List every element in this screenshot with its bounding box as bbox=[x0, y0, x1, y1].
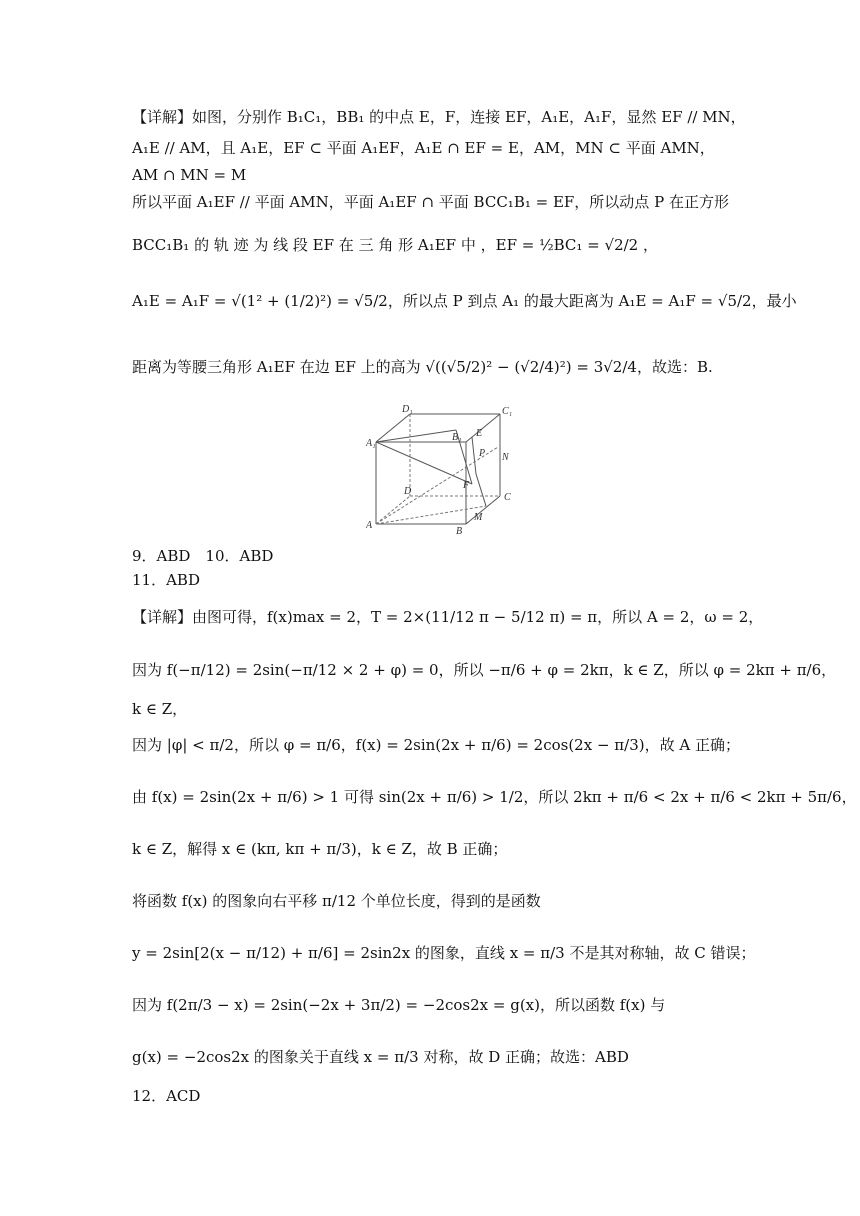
label-b: B bbox=[456, 526, 463, 536]
label-e: E bbox=[476, 428, 483, 439]
paragraph-line: AM ∩ MN = M bbox=[132, 166, 247, 184]
answer-line: 12．ACD bbox=[132, 1087, 201, 1105]
paragraph-line: A₁E // AM，且 A₁E，EF ⊂ 平面 A₁EF，A₁E ∩ EF = E，AM，MN ⊂ 平面 AMN， bbox=[132, 139, 715, 157]
paragraph-line: 由 f(x) = 2sin(2x + π/6) > 1 可得 sin(2x + π/6) > 1/2，所以 2kπ + π/6 < 2x + π/6 < 2kπ + 5π/6， bbox=[132, 788, 857, 806]
paragraph-line: 距离为等腰三角形 A₁EF 在边 EF 上的高为 √((√5/2)² − (√2/4)²) = 3√2/4，故选：B. bbox=[132, 358, 713, 376]
label-c1: C₁ bbox=[502, 406, 513, 417]
answer-line: 11．ABD bbox=[132, 571, 200, 589]
label-b1: B₁ bbox=[452, 432, 462, 443]
label-a: A bbox=[366, 520, 373, 531]
cube-figure bbox=[366, 402, 516, 536]
label-d: D bbox=[404, 486, 412, 497]
paragraph-line: y = 2sin[2(x − π/12) + π/6] = 2sin2x 的图象，直线 x = π/3 不是其对称轴，故 C 错误； bbox=[132, 944, 756, 962]
paragraph-line: 所以平面 A₁EF // 平面 AMN，平面 A₁EF ∩ 平面 BCC₁B₁ = EF，所以动点 P 在正方形 bbox=[132, 193, 729, 211]
paragraph-line: k ∈ Z，解得 x ∈ (kπ, kπ + π/3)，k ∈ Z，故 B 正确； bbox=[132, 840, 508, 858]
answer-line: 9．ABD 10．ABD bbox=[132, 547, 274, 565]
label-f: F bbox=[463, 480, 470, 491]
paragraph-line: g(x) = −2cos2x 的图象关于直线 x = π/3 对称，故 D 正确；故选：ABD bbox=[132, 1048, 629, 1066]
paragraph-line: A₁E = A₁F = √(1² + (1/2)²) = √5/2，所以点 P 到点 A₁ 的最大距离为 A₁E = A₁F = √5/2，最小 bbox=[132, 292, 797, 310]
paragraph-line: 【详解】如图，分别作 B₁C₁，BB₁ 的中点 E，F，连接 EF，A₁E，A₁F，显然 EF // MN， bbox=[132, 108, 746, 126]
label-a1: A₁ bbox=[366, 438, 376, 449]
paragraph-line: 因为 f(−π/12) = 2sin(−π/12 × 2 + φ) = 0，所以 −π/6 + φ = 2kπ，k ∈ Z，所以 φ = 2kπ + π/6， bbox=[132, 661, 837, 679]
label-d1: D₁ bbox=[402, 404, 413, 415]
label-m: M bbox=[474, 512, 483, 523]
paragraph-line: 因为 |φ| < π/2，所以 φ = π/6，f(x) = 2sin(2x + π/6) = 2cos(2x − π/3)，故 A 正确； bbox=[132, 736, 740, 754]
label-c: C bbox=[504, 492, 511, 503]
label-p: P bbox=[479, 448, 486, 459]
paragraph-line: 将函数 f(x) 的图象向右平移 π/12 个单位长度，得到的是函数 bbox=[132, 892, 541, 910]
paragraph-line: k ∈ Z， bbox=[132, 700, 188, 718]
label-n: N bbox=[502, 452, 509, 463]
paragraph-line: 【详解】由图可得，f(x)max = 2，T = 2×(11/12 π − 5/12 π) = π，所以 A = 2，ω = 2， bbox=[132, 608, 764, 626]
paragraph-line: 因为 f(2π/3 − x) = 2sin(−2x + 3π/2) = −2cos2x = g(x)，所以函数 f(x) 与 bbox=[132, 996, 666, 1014]
paragraph-line: BCC₁B₁ 的 轨 迹 为 线 段 EF 在 三 角 形 A₁EF 中 ，EF = ½BC₁ = √2/2 ， bbox=[132, 236, 658, 254]
